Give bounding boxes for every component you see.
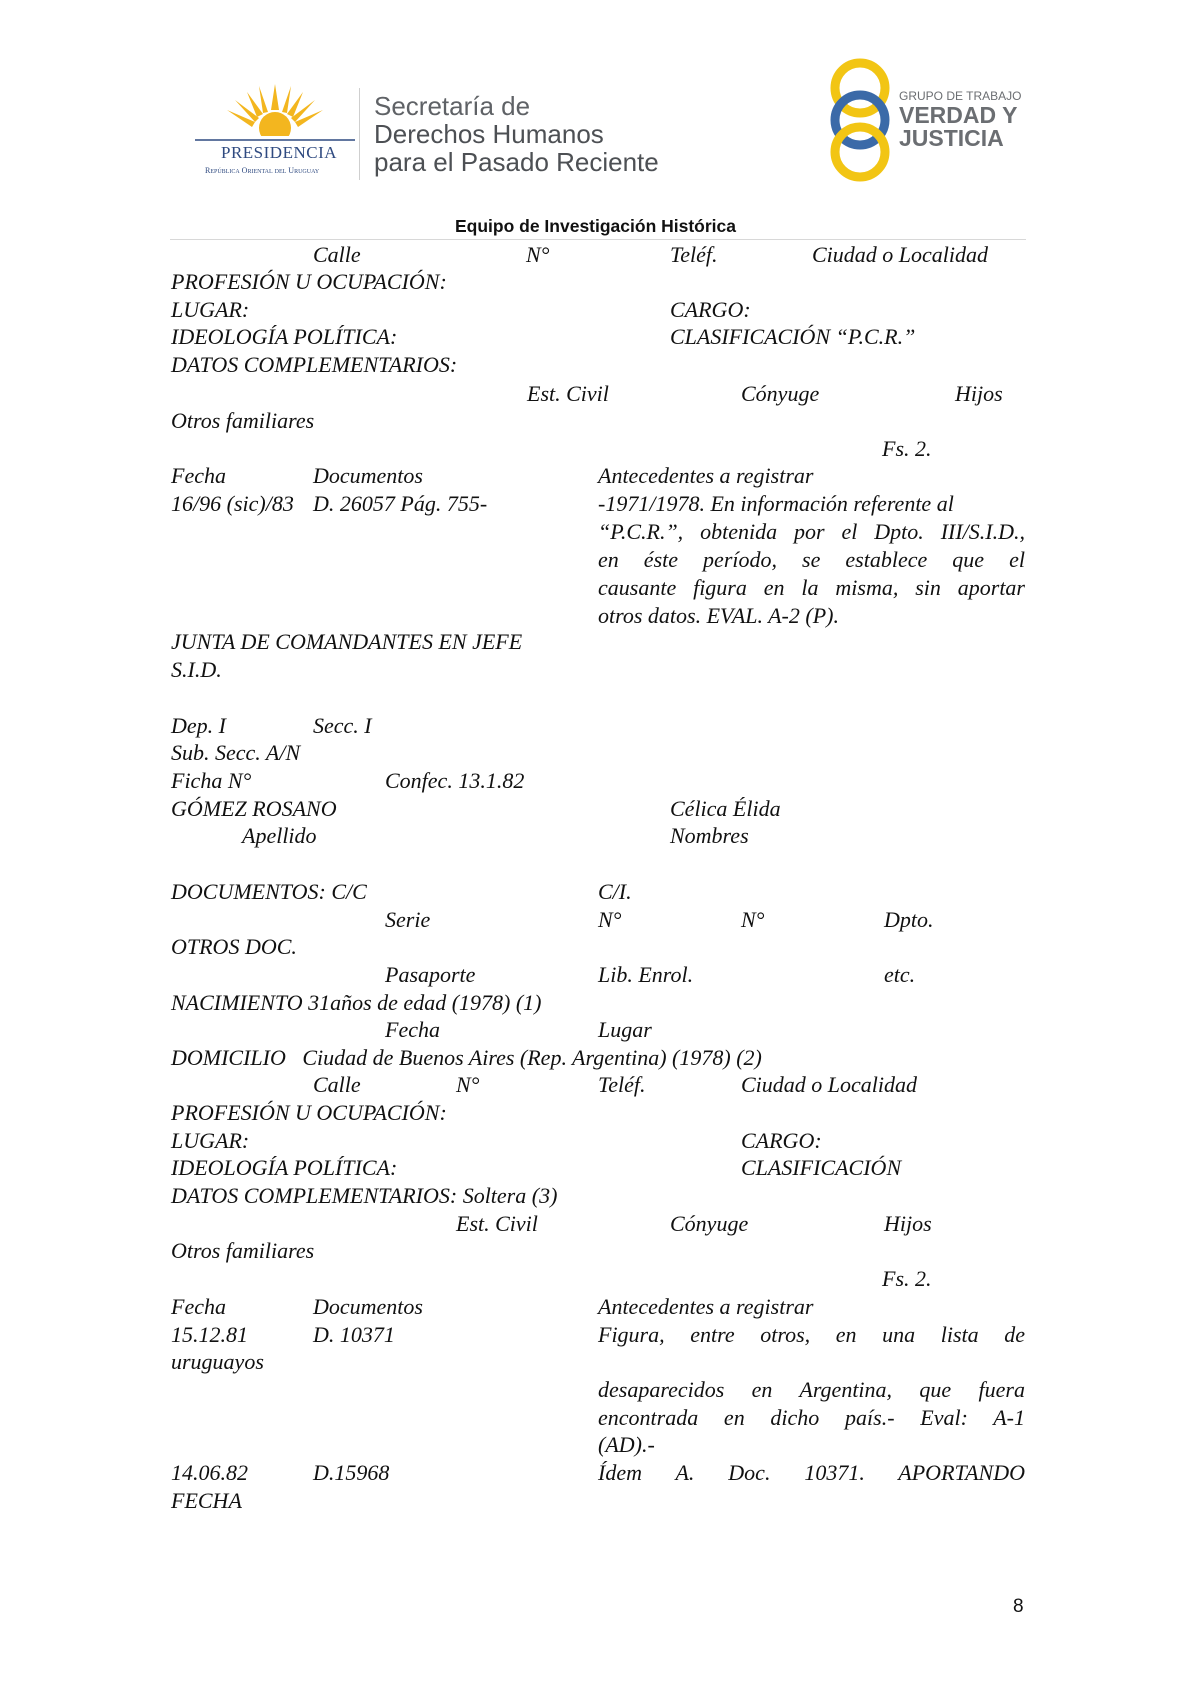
c1-datos: DATOS COMPLEMENTARIOS: [171,352,458,377]
c1-row-fecha: 16/96 (sic)/83 [171,491,294,516]
c2-otros-doc: OTROS DOC. [171,934,297,959]
header-rule [170,239,1026,240]
c2-ci: C/I. [598,879,632,904]
c1-lugar: LUGAR: [171,297,250,322]
presidencia-logo [195,80,355,180]
c1-n: N° [526,242,550,267]
c2-calle: Calle [313,1072,361,1097]
c2-r1-text-b3: (AD).- [598,1432,655,1457]
c2-ideologia: IDEOLOGÍA POLÍTICA: [171,1155,398,1180]
c1-otros: Otros familiares [171,408,315,433]
sun-icon [195,80,355,144]
secretaria-line-2: Derechos Humanos [374,119,604,149]
c2-col-fecha: Fecha [171,1294,226,1319]
c2-r1-cont: uruguayos [171,1349,264,1374]
c2-hijos: Hijos [884,1211,932,1236]
c1-ciudad: Ciudad o Localidad [812,242,989,267]
c2-apellido-value: GÓMEZ ROSANO [171,796,337,821]
rings-icon [824,56,896,182]
c2-fs: Fs. 2. [882,1266,932,1291]
secretaria-line-1: Secretaría de [374,91,531,121]
presidencia-subtitle: República Oriental del Uruguay [205,166,320,175]
c2-cargo: CARGO: [741,1128,822,1153]
c2-documentos: DOCUMENTOS: C/C [171,879,367,904]
c1-row-text-4: causante figura en la misma, sin aportar [598,575,1025,600]
c2-dpto: Dpto. [884,907,934,932]
c2-nacimiento: NACIMIENTO 31años de edad (1978) (1) [171,990,542,1015]
c2-n: N° [456,1072,480,1097]
c1-profesion: PROFESIÓN U OCUPACIÓN: [171,269,447,294]
c2-profesion: PROFESIÓN U OCUPACIÓN: [171,1100,447,1125]
c2-conyuge: Cónyuge [670,1211,749,1236]
c2-r2-text: Ídem A. Doc. 10371. APORTANDO [598,1460,1025,1485]
c1-est-civil: Est. Civil [527,381,609,406]
c2-apellido-label: Apellido [242,823,317,848]
c2-subsecc: Sub. Secc. A/N [171,740,301,765]
c2-pasaporte: Pasaporte [385,962,476,987]
c1-row-doc: D. 26057 Pág. 755- [313,491,488,516]
c1-fs: Fs. 2. [882,436,932,461]
grupo-line-1: GRUPO DE TRABAJO [899,89,1022,103]
c2-r2-cont: FECHA [171,1488,242,1513]
c2-secc: Secc. I [313,713,372,738]
grupo-line-3: JUSTICIA [899,125,1004,151]
c2-r1-text-a: Figura, entre otros, en una lista de [598,1322,1025,1347]
c1-calle: Calle [313,242,361,267]
c2-col-antecedentes: Antecedentes a registrar [598,1294,814,1319]
presidencia-text: PRESIDENCIA [221,143,338,162]
c2-serie: Serie [385,907,431,932]
c2-sid: S.I.D. [171,657,222,682]
c2-lib-enrol: Lib. Enrol. [598,962,694,987]
c1-row-text-1: -1971/1978. En información referente al [598,491,954,516]
grupo-line-2: VERDAD Y [899,102,1018,128]
c1-telef: Teléf. [670,242,718,267]
c2-ficha: Ficha N° [171,768,252,793]
verdad-justicia-logo [824,56,1034,182]
c1-row-text-2: “P.C.R.”, obtenida por el Dpto. III/S.I.D., [598,519,1025,544]
c1-cargo: CARGO: [670,297,751,322]
c2-domicilio: DOMICILIO Ciudad de Buenos Aires (Rep. Argentina) (1978) (2) [171,1045,762,1070]
c1-conyuge: Cónyuge [741,381,820,406]
c2-r2-doc: D.15968 [313,1460,390,1485]
c1-ideologia: IDEOLOGÍA POLÍTICA: [171,324,398,349]
c2-lugar: LUGAR: [171,1128,250,1153]
c1-hijos: Hijos [955,381,1003,406]
c1-row-text-3: en éste período, se establece que el [598,547,1025,572]
c2-est-civil: Est. Civil [456,1211,538,1236]
c2-nombres-label: Nombres [670,823,749,848]
c2-confec: Confec. 13.1.82 [385,768,525,793]
c2-lugar-label: Lugar [598,1017,652,1042]
header-divider [359,88,360,180]
c2-nombres-value: Célica Élida [670,796,781,821]
c2-fecha-label: Fecha [385,1017,440,1042]
c2-ciudad: Ciudad o Localidad [741,1072,918,1097]
c1-col-fecha: Fecha [171,463,226,488]
c2-n2: N° [741,907,765,932]
equipo-heading: Equipo de Investigación Histórica [454,216,737,236]
c1-col-antecedentes: Antecedentes a registrar [598,463,814,488]
secretaria-logo [374,92,659,176]
c2-junta: JUNTA DE COMANDANTES EN JEFE [171,629,523,654]
c2-clasificacion: CLASIFICACIÓN [741,1155,902,1180]
c1-row-text-5: otros datos. EVAL. A-2 (P). [598,603,839,628]
c2-n1: N° [598,907,622,932]
c1-col-documentos: Documentos [313,463,423,488]
c2-r1-fecha: 15.12.81 [171,1322,248,1347]
c2-r1-doc: D. 10371 [313,1322,395,1347]
c2-telef: Teléf. [598,1072,646,1097]
c2-otros: Otros familiares [171,1238,315,1263]
c2-col-documentos: Documentos [313,1294,423,1319]
c1-clasificacion: CLASIFICACIÓN “P.C.R.” [670,324,916,349]
secretaria-line-3: para el Pasado Reciente [374,147,659,177]
c2-etc: etc. [884,962,916,987]
c2-r1-text-b2: encontrada en dicho país.- Eval: A-1 [598,1405,1025,1430]
c2-r2-fecha: 14.06.82 [171,1460,248,1485]
c2-r1-text-b1: desaparecidos en Argentina, que fuera [598,1377,1025,1402]
c2-datos: DATOS COMPLEMENTARIOS: Soltera (3) [171,1183,558,1208]
c2-dep: Dep. I [171,713,226,738]
page-number: 8 [1013,1596,1024,1617]
